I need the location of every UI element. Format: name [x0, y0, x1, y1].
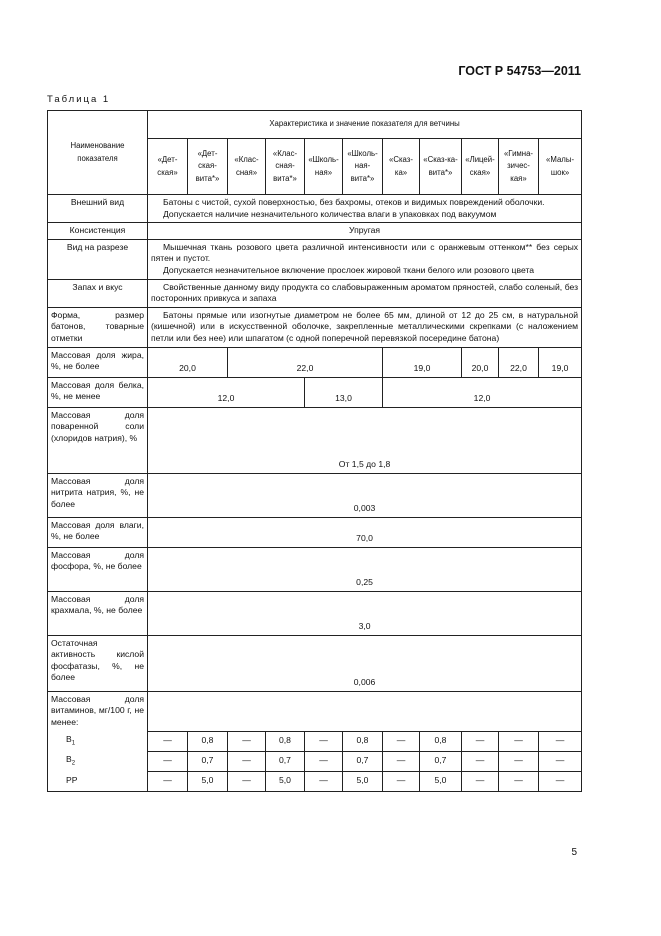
row-value: 70,0 — [148, 517, 582, 547]
table-row — [48, 347, 582, 377]
row-value: Упругая — [148, 223, 582, 240]
row-label: Массовая доля поваренной соли (хлоридов натрия), % — [48, 407, 148, 473]
header-product: «Клас-сная-вита*» — [266, 139, 305, 195]
vitamin-value: — — [539, 731, 582, 751]
table-row — [48, 547, 582, 591]
vitamin-label — [48, 731, 148, 751]
vitamin-value: 0,8 — [188, 731, 228, 751]
vitamin-value: — — [383, 731, 420, 751]
table-row — [48, 751, 582, 771]
table-row — [48, 691, 582, 731]
specification-table — [47, 110, 582, 792]
row-value: 19,0 — [383, 347, 462, 377]
vitamin-value: 5,0 — [343, 771, 383, 791]
header-product: «Школь-ная» — [305, 139, 343, 195]
row-label: Массовая доля витаминов, мг/100 г, не менее: — [48, 691, 148, 731]
row-value: От 1,5 до 1,8 — [148, 407, 582, 473]
table-row — [48, 473, 582, 517]
header-product: «Школь-ная-вита*» — [343, 139, 383, 195]
vitamin-value: — — [539, 751, 582, 771]
row-label: Массовая доля белка, %, не менее — [48, 377, 148, 407]
vitamin-label — [48, 771, 148, 791]
row-value — [148, 195, 582, 223]
row-label: Вид на разрезе — [48, 239, 148, 279]
row-value: 13,0 — [305, 377, 383, 407]
page-number: 5 — [571, 847, 577, 858]
vitamin-value: — — [305, 751, 343, 771]
header-product: «Лицей-ская» — [462, 139, 499, 195]
row-value: Свойственные данному виду продукта со слабовыраженным ароматом пряностей, слабо соленый, без посторонних привкуса и запаха — [148, 279, 582, 307]
row-value: 20,0 — [148, 347, 228, 377]
table-caption: Таблица 1 — [47, 94, 111, 105]
row-value: 0,003 — [148, 473, 582, 517]
vitamin-value: — — [499, 771, 539, 791]
header-product: «Дет-ская» — [148, 139, 188, 195]
vitamin-value: — — [499, 751, 539, 771]
header-product: «Гимна-зичес-кая» — [499, 139, 539, 195]
header-characteristic: Характеристика и значение показателя для ветчины — [148, 111, 582, 139]
table-row — [48, 407, 582, 473]
vitamin-value: — — [228, 731, 266, 751]
document-code: ГОСТ Р 54753—2011 — [458, 64, 581, 78]
vitamin-value: 5,0 — [266, 771, 305, 791]
vitamin-value: 0,8 — [343, 731, 383, 751]
row-label: Форма, размер батонов, товарные отметки — [48, 307, 148, 347]
vitamin-value: 0,7 — [343, 751, 383, 771]
row-value: 12,0 — [148, 377, 305, 407]
header-product: «Малы-шок» — [539, 139, 582, 195]
table-row — [48, 377, 582, 407]
vitamin-value: — — [499, 731, 539, 751]
table-row — [48, 771, 582, 791]
vitamin-value: — — [462, 751, 499, 771]
vitamin-subscript: 2 — [71, 760, 76, 767]
row-value: 19,0 — [539, 347, 582, 377]
vitamin-value: — — [228, 771, 266, 791]
table-row — [48, 279, 582, 307]
vitamin-value: — — [383, 771, 420, 791]
header-product: «Клас-сная» — [228, 139, 266, 195]
table-row — [48, 223, 582, 240]
vitamin-value: — — [462, 771, 499, 791]
row-text: Допускается наличие незначительного количества влаги в упаковках под вакуумом — [163, 208, 497, 219]
vitamin-value: 0,7 — [420, 751, 462, 771]
vitamin-value: 5,0 — [188, 771, 228, 791]
vitamin-name: PP — [66, 774, 78, 785]
vitamin-value: — — [462, 731, 499, 751]
row-text: Мышечная ткань розового цвета различной интенсивности или с оранжевым оттенком** без серых пятен и пустот. — [151, 241, 579, 264]
table-row — [48, 195, 582, 223]
vitamin-value: — — [228, 751, 266, 771]
vitamin-value: 0,7 — [266, 751, 305, 771]
row-text: Батоны с чистой, сухой поверхностью, без бахромы, отеков и видимых повреждений оболочки. — [163, 197, 545, 207]
table-row — [48, 635, 582, 691]
vitamin-value: — — [305, 731, 343, 751]
table-row — [48, 731, 582, 751]
vitamin-value: — — [305, 771, 343, 791]
vitamin-value: 5,0 — [420, 771, 462, 791]
row-value — [148, 239, 582, 279]
table-row — [48, 239, 582, 279]
header-product: «Сказ-ка» — [383, 139, 420, 195]
row-value: 20,0 — [462, 347, 499, 377]
row-label: Массовая доля влаги, %, не более — [48, 517, 148, 547]
vitamin-value: — — [148, 751, 188, 771]
row-value — [148, 691, 582, 731]
vitamin-value: 0,8 — [420, 731, 462, 751]
row-value: 12,0 — [383, 377, 582, 407]
row-value: 0,006 — [148, 635, 582, 691]
vitamin-value: 0,8 — [266, 731, 305, 751]
row-label: Запах и вкус — [48, 279, 148, 307]
row-value: 0,25 — [148, 547, 582, 591]
vitamin-value: — — [148, 771, 188, 791]
vitamin-value: — — [539, 771, 582, 791]
row-label: Массовая доля крахмала, %, не более — [48, 591, 148, 635]
vitamin-subscript: 1 — [71, 740, 76, 747]
vitamin-value: — — [383, 751, 420, 771]
row-text: Допускается незначительное включение прослоек жировой ткани белого или розового цвета — [163, 264, 535, 275]
row-label: Массовая доля нитрита натрия, %, не более — [48, 473, 148, 517]
header-product: «Дет-ская-вита*» — [188, 139, 228, 195]
row-value: 22,0 — [499, 347, 539, 377]
vitamin-name: B — [66, 734, 72, 745]
vitamin-name: B — [66, 754, 72, 765]
row-label: Внешний вид — [48, 195, 148, 223]
vitamin-label — [48, 751, 148, 771]
header-product: «Сказ-ка-вита*» — [420, 139, 462, 195]
table-row — [48, 591, 582, 635]
header-indicator: Наименование показателя — [48, 111, 148, 195]
row-label: Остаточная активность кислой фосфатазы, %, не более — [48, 635, 148, 691]
vitamin-value: 0,7 — [188, 751, 228, 771]
row-value: 3,0 — [148, 591, 582, 635]
table-row — [48, 307, 582, 347]
row-label: Консистенция — [48, 223, 148, 240]
row-label: Массовая доля жира, %, не более — [48, 347, 148, 377]
row-label: Массовая доля фосфора, %, не более — [48, 547, 148, 591]
row-value: Батоны прямые или изогнутые диаметром не более 65 мм, длиной от 12 до 25 см, в натуральной (кишечной) или в искусственной оболочке, закрепленные металлическими скрепками (с наложением петли или без нее) или шпагатом (с одной поперечной перевязкой посередине батона) — [148, 307, 582, 347]
table-row — [48, 517, 582, 547]
vitamin-value: — — [148, 731, 188, 751]
row-value: 22,0 — [228, 347, 383, 377]
